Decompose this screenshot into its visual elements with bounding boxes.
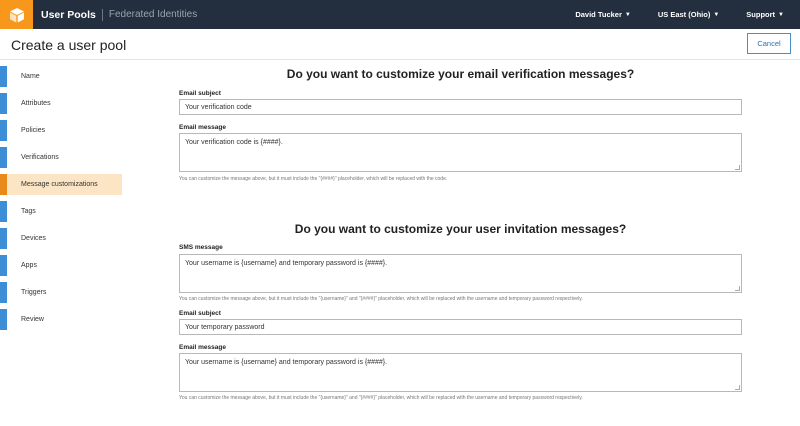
sidebar-item-label: Tags: [21, 208, 36, 215]
invitation-email-subject-label: Email subject: [179, 310, 221, 317]
sidebar-item-message-customizations[interactable]: [0, 174, 122, 195]
account-menu-label: David Tucker: [575, 10, 622, 19]
sidebar-item-tags[interactable]: [0, 201, 122, 222]
sidebar-item-label: Verifications: [21, 154, 59, 161]
resize-handle-icon[interactable]: [735, 385, 740, 390]
step-marker: [0, 120, 7, 141]
step-marker: [0, 309, 7, 330]
account-menu[interactable]: [575, 10, 631, 19]
invitation-email-message-text: Your username is {username} and temporary password is {####}.: [185, 359, 388, 366]
sidebar-item-label: Attributes: [21, 100, 51, 107]
sidebar-item-name[interactable]: [0, 66, 122, 87]
region-menu[interactable]: [658, 10, 719, 19]
chevron-down-icon: ▼: [778, 11, 784, 18]
invitation-email-message-label: Email message: [179, 344, 226, 351]
invitation-email-subject-input[interactable]: Your temporary password: [179, 319, 742, 335]
support-menu-label: Support: [746, 10, 776, 19]
step-marker: [0, 255, 7, 276]
step-marker: [0, 282, 7, 303]
email-verification-heading: Do you want to customize your email verification messages?: [286, 67, 635, 81]
sidebar-item-triggers[interactable]: [0, 282, 122, 303]
sidebar-item-verifications[interactable]: [0, 147, 122, 168]
verification-email-subject-label: Email subject: [179, 90, 221, 97]
user-pools-nav-link[interactable]: User Pools: [41, 8, 96, 21]
sidebar-item-review[interactable]: [0, 309, 122, 330]
sidebar-item-policies[interactable]: [0, 120, 122, 141]
verification-email-message-label: Email message: [179, 124, 226, 131]
sidebar-item-label: Policies: [21, 127, 46, 134]
verification-email-subject-input[interactable]: Your verification code: [179, 99, 742, 115]
sms-message-text: Your username is {username} and temporary password is {####}.: [185, 260, 388, 267]
step-marker: [0, 228, 7, 249]
invitation-email-message-textarea[interactable]: [179, 353, 742, 392]
federated-identities-nav-link[interactable]: Federated Identities: [108, 9, 198, 20]
step-marker: [0, 147, 7, 168]
header-divider: [0, 59, 800, 60]
aws-cube-logo-icon[interactable]: [0, 0, 33, 29]
sidebar-item-apps[interactable]: [0, 255, 122, 276]
step-marker: [0, 66, 7, 87]
resize-handle-icon[interactable]: [735, 286, 740, 291]
chevron-down-icon: ▼: [713, 11, 720, 18]
sidebar-item-label: Review: [21, 316, 44, 323]
sidebar-item-devices[interactable]: [0, 228, 122, 249]
verification-email-message-textarea[interactable]: [179, 133, 742, 172]
sidebar-item-label: Name: [21, 73, 40, 80]
cancel-button[interactable]: Cancel: [747, 33, 791, 54]
step-marker: [0, 174, 7, 195]
chevron-down-icon: ▼: [624, 11, 631, 18]
step-marker: [0, 201, 7, 222]
page-title: Create a user pool: [11, 37, 127, 53]
wizard-steps-sidebar: [0, 66, 122, 336]
invitation-email-hint-text: You can customize the message above, but it must include the "{username}" and "{####}" placeholder, which will be replaced with the username and temporary password respectively.: [179, 395, 583, 401]
sms-message-label: SMS message: [179, 244, 223, 251]
region-menu-label: US East (Ohio): [657, 10, 711, 19]
sidebar-item-label: Apps: [21, 262, 37, 269]
resize-handle-icon[interactable]: [735, 165, 740, 170]
top-navigation-bar: [0, 0, 800, 29]
sidebar-item-label: Triggers: [21, 289, 47, 296]
sidebar-item-label: Message customizations: [21, 181, 98, 188]
nav-separator: [102, 9, 103, 21]
step-marker: [0, 93, 7, 114]
user-invitation-heading: Do you want to customize your user invitation messages?: [294, 222, 627, 236]
sidebar-item-attributes[interactable]: [0, 93, 122, 114]
verification-email-message-text: Your verification code is {####}.: [185, 139, 283, 146]
verification-hint-text: You can customize the message above, but it must include the "{####}" placeholder, which will be replaced with the code.: [179, 176, 448, 182]
sidebar-item-label: Devices: [21, 235, 46, 242]
support-menu[interactable]: [746, 10, 784, 19]
sms-message-textarea[interactable]: [179, 254, 742, 293]
sms-hint-text: You can customize the message above, but it must include the "{username}" and "{####}" placeholder, which will be replaced with the username and temporary password respectively.: [179, 296, 583, 302]
